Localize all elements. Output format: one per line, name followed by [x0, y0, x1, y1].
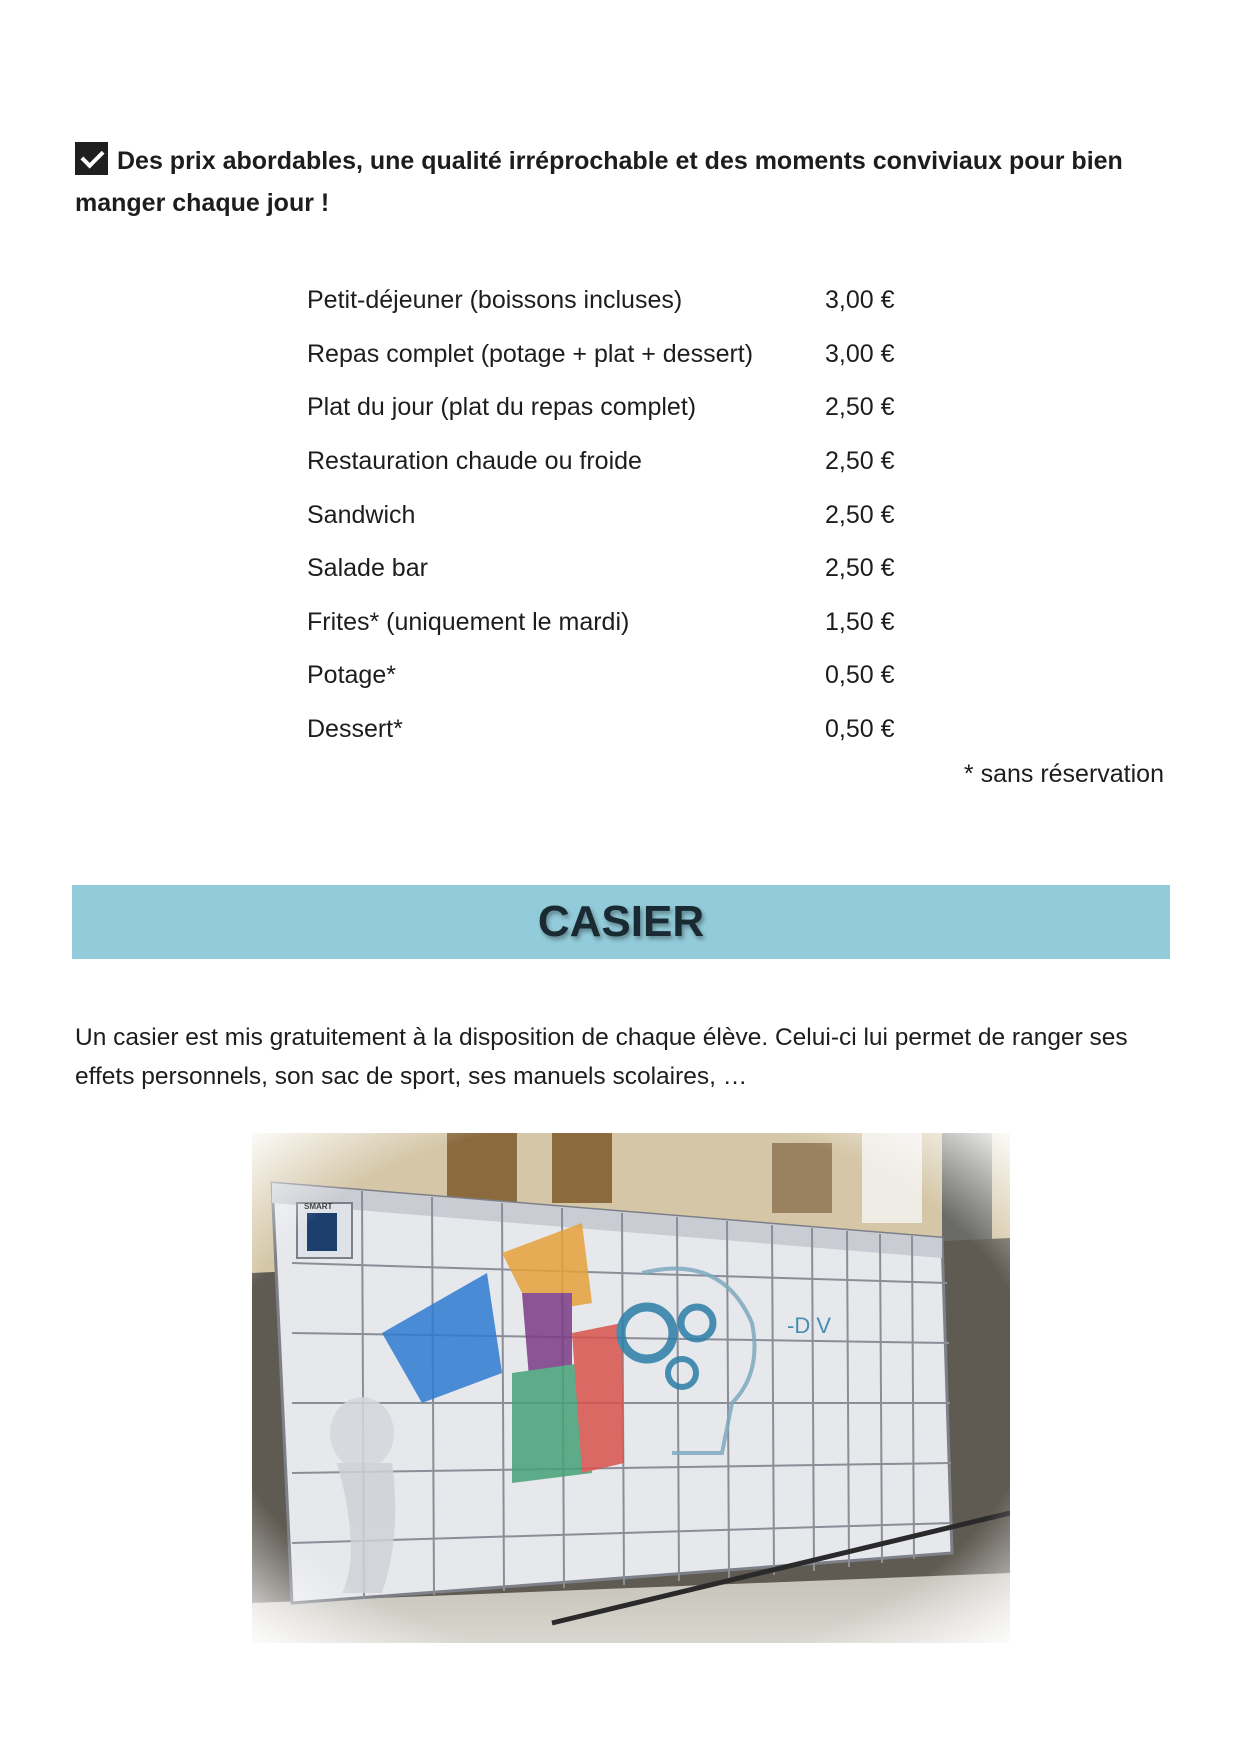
price-label: Sandwich: [307, 500, 416, 529]
price-label: Dessert*: [307, 715, 403, 744]
price-label: Petit-déjeuner (boissons incluses): [307, 286, 683, 315]
checkbox-checked-icon: [75, 142, 108, 175]
intro-statement: [75, 140, 1165, 224]
price-value: 2,50 €: [825, 554, 895, 583]
price-label: Repas complet (potage + plat + dessert): [307, 339, 754, 368]
locker-photo: [252, 1133, 1010, 1643]
price-label: Salade bar: [307, 554, 428, 583]
price-label: Frites* (uniquement le mardi): [307, 607, 630, 636]
intro-text: Des prix abordables, une qualité irréprochable et des moments conviviaux pour bien manger chaque jour !: [75, 147, 1123, 217]
price-value: 3,00 €: [825, 339, 895, 368]
price-value: 0,50 €: [825, 661, 895, 690]
price-value: 3,00 €: [825, 286, 895, 315]
price-row: [307, 596, 945, 650]
price-label: Restauration chaude ou froide: [307, 447, 642, 476]
price-label: Plat du jour (plat du repas complet): [307, 393, 697, 422]
section-title: CASIER: [537, 897, 705, 946]
price-row: [307, 488, 945, 542]
footnote: * sans réservation: [963, 760, 1164, 788]
price-value: 2,50 €: [825, 393, 895, 422]
price-row: [307, 703, 945, 757]
price-row: [307, 542, 945, 596]
section-header: [72, 885, 1170, 959]
price-row: [307, 274, 945, 328]
locker-description: Un casier est mis gratuitement à la disposition de chaque élève. Celui-ci lui permet de ranger ses effets personnels, son sac de sport, ses manuels scolaires, …: [75, 1024, 1128, 1090]
price-value: 1,50 €: [825, 607, 895, 636]
price-value: 2,50 €: [825, 447, 895, 476]
price-table: [307, 274, 945, 756]
price-row: [307, 649, 945, 703]
price-row: [307, 381, 945, 435]
price-value: 0,50 €: [825, 715, 895, 744]
price-row: [307, 328, 945, 382]
price-label: Potage*: [307, 661, 396, 690]
price-row: [307, 435, 945, 489]
price-value: 2,50 €: [825, 500, 895, 529]
